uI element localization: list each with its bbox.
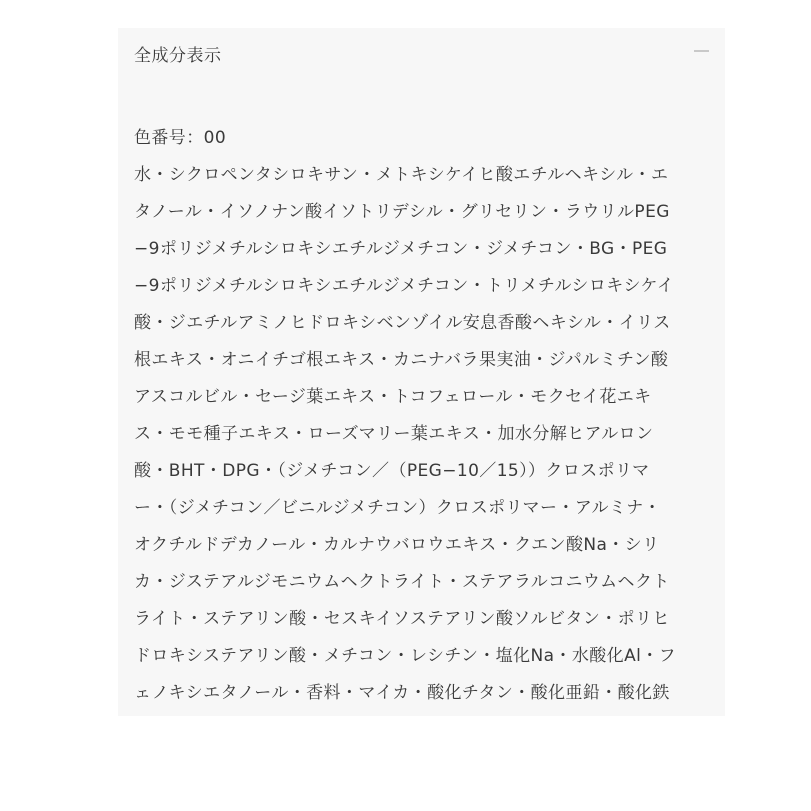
ingredient-line: ェノキシエタノール・香料・マイカ・酸化チタン・酸化亜鉛・酸化鉄 (134, 683, 670, 703)
ingredient-line: 根エキス・オニイチゴ根エキス・カニナバラ果実油・ジパルミチン酸 (134, 350, 669, 370)
ingredient-line: ー・（ジメチコン／ビニルジメチコン）クロスポリマー・アルミナ・ (134, 498, 662, 518)
ingredient-line: カ・ジステアルジモニウムヘクトライト・ステアラルコニウムヘクト (134, 572, 670, 592)
ingredients-accordion-header[interactable] (134, 28, 709, 78)
ingredient-line: −9ポリジメチルシロキシエチルジメチコン・トリメチルシロキシケイ (134, 276, 675, 296)
ingredients-content (134, 120, 709, 712)
ingredients-panel (118, 28, 725, 716)
ingredient-line: タノール・イソノナン酸イソトリデシル・グリセリン・ラウリルPEG (134, 202, 670, 222)
ingredient-line: ライト・ステアリン酸・セスキイソステアリン酸ソルビタン・ポリヒ (134, 609, 670, 629)
ingredient-line: −9ポリジメチルシロキシエチルジメチコン・ジメチコン・BG・PEG (134, 239, 668, 259)
minus-icon[interactable] (694, 50, 709, 52)
ingredient-line: ス・モモ種子エキス・ローズマリー葉エキス・加水分解ヒアルロン (134, 424, 654, 444)
ingredient-line: 酸・BHT・DPG・（ジメチコン／（PEG−10／15））クロスポリマ (134, 461, 650, 481)
ingredients-title: 全成分表示 (134, 45, 222, 66)
ingredient-line: オクチルドデカノール・カルナウバロウエキス・クエン酸Na・シリ (134, 535, 660, 555)
ingredient-line: アスコルビル・セージ葉エキス・トコフェロール・モクセイ花エキ (134, 387, 652, 407)
color-number: 色番号：00 (134, 128, 227, 148)
ingredient-line: 酸・ジエチルアミノヒドロキシベンゾイル安息香酸ヘキシル・イリス (134, 313, 671, 333)
ingredient-line: ドロキシステアリン酸・メチコン・レシチン・塩化Na・水酸化Al・フ (134, 646, 677, 666)
ingredient-line: 水・シクロペンタシロキサン・メトキシケイヒ酸エチルヘキシル・エ (134, 165, 669, 185)
